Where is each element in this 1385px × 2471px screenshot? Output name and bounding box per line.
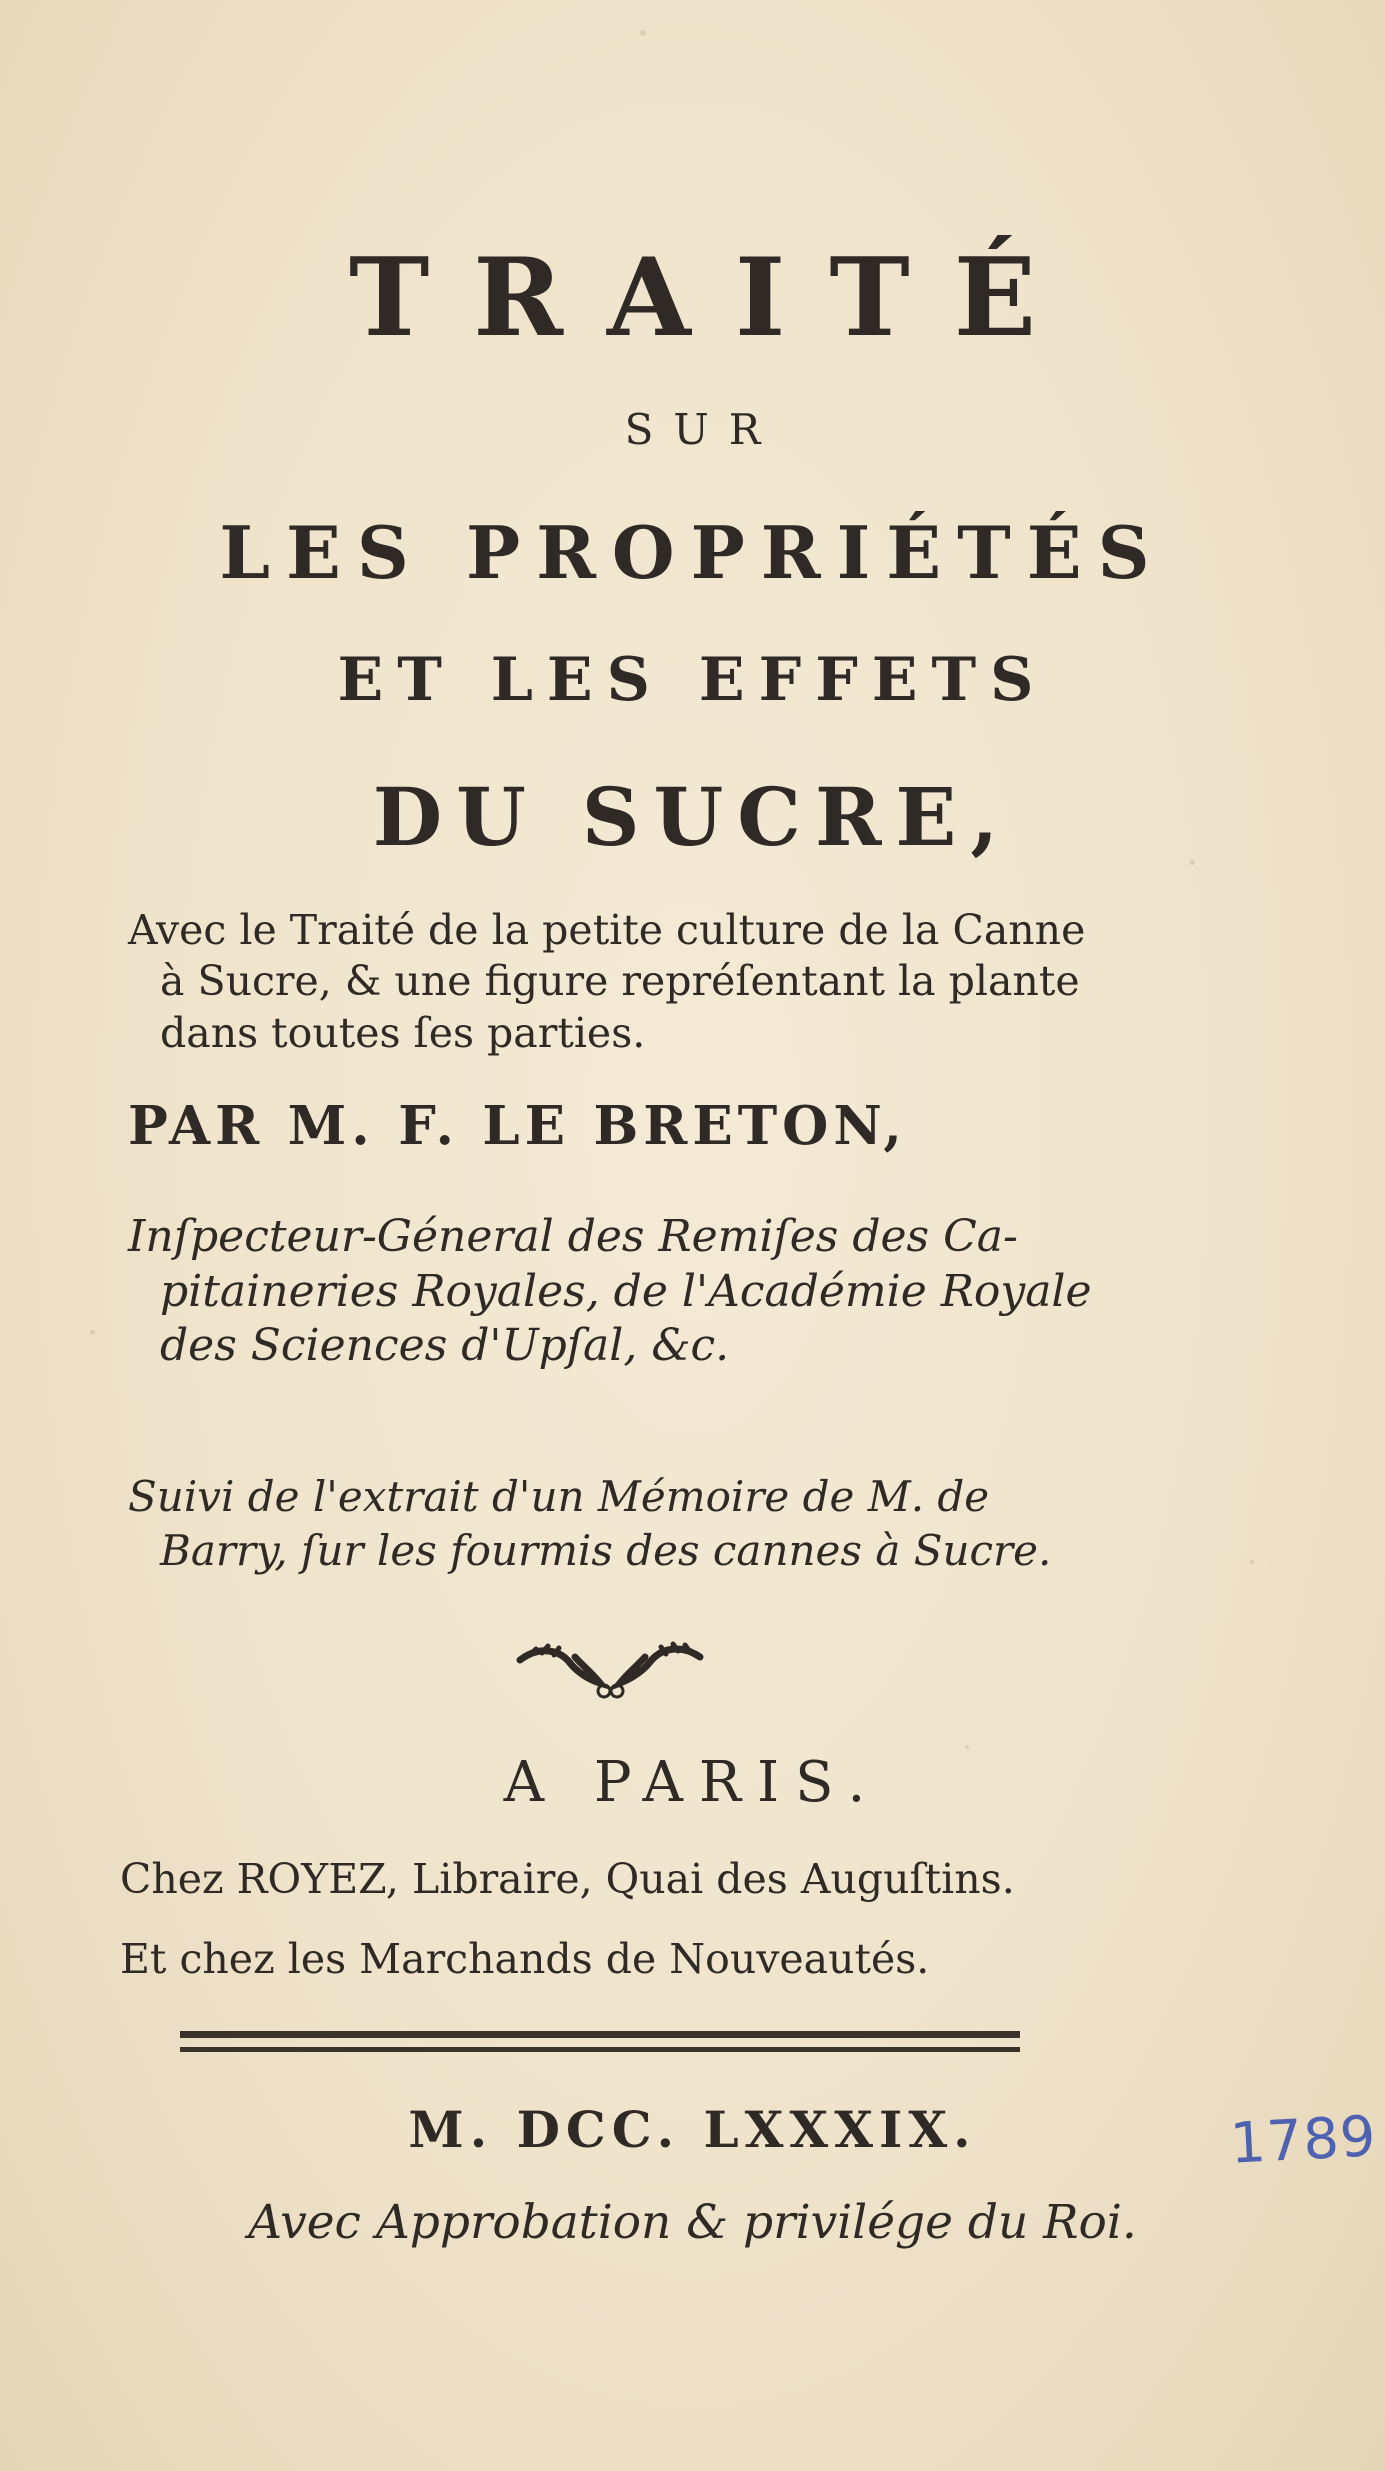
suivi-paragraph (128, 1470, 1138, 1578)
paper-speck (640, 30, 646, 36)
imprint-sellers: Et chez les Marchands de Nouveautés. (120, 1935, 930, 1983)
paper-speck (1250, 1560, 1254, 1564)
fleuron-ornament-icon (500, 1635, 720, 1705)
imprint-place: A PARIS. (503, 1750, 882, 1815)
author-titles-first-line: Inſpecteur-Géneral des Remiſes des Ca- (128, 1211, 1018, 1262)
title-effets: ET LES EFFETS (337, 645, 1048, 715)
imprint-publisher: Chez ROYEZ, Libraire, Quai des Auguſtins. (120, 1855, 1015, 1903)
subtitle-continuation: à Sucre, & une figure repréſentant la plante dans toutes ſes parties. (160, 957, 1080, 1057)
approbation-line: Avec Approbation & privilége du Roi. (248, 2195, 1137, 2250)
suivi-first-line: Suivi de l'extrait d'un Mémoire de M. de (128, 1472, 990, 1521)
paper-speck (965, 1745, 969, 1749)
subtitle-first-line: Avec le Traité de la petite culture de la Canne (128, 906, 1086, 954)
subtitle-paragraph (128, 905, 1138, 1059)
double-rule-divider (180, 2025, 1020, 2061)
imprint-date: M. DCC. LXXXIX. (408, 2100, 977, 2159)
title-traite: TRAITÉ (348, 235, 1081, 361)
handwritten-year-annotation: 1789 (1228, 2104, 1379, 2177)
title-sucre: DU SUCRE, (372, 770, 1013, 864)
paper-speck (90, 1330, 95, 1335)
title-sur: SUR (624, 405, 781, 454)
title-proprietes: LES PROPRIÉTÉS (219, 510, 1166, 595)
author-titles (128, 1210, 1138, 1374)
author-titles-continuation: pitaineries Royales, de l'Académie Royale des Sciences d'Upſal, &c. (160, 1265, 1092, 1372)
suivi-continuation: Barry, ſur les fourmis des cannes à Sucre. (160, 1525, 1052, 1575)
author-line: PAR M. F. LE BRETON, (128, 1095, 907, 1157)
